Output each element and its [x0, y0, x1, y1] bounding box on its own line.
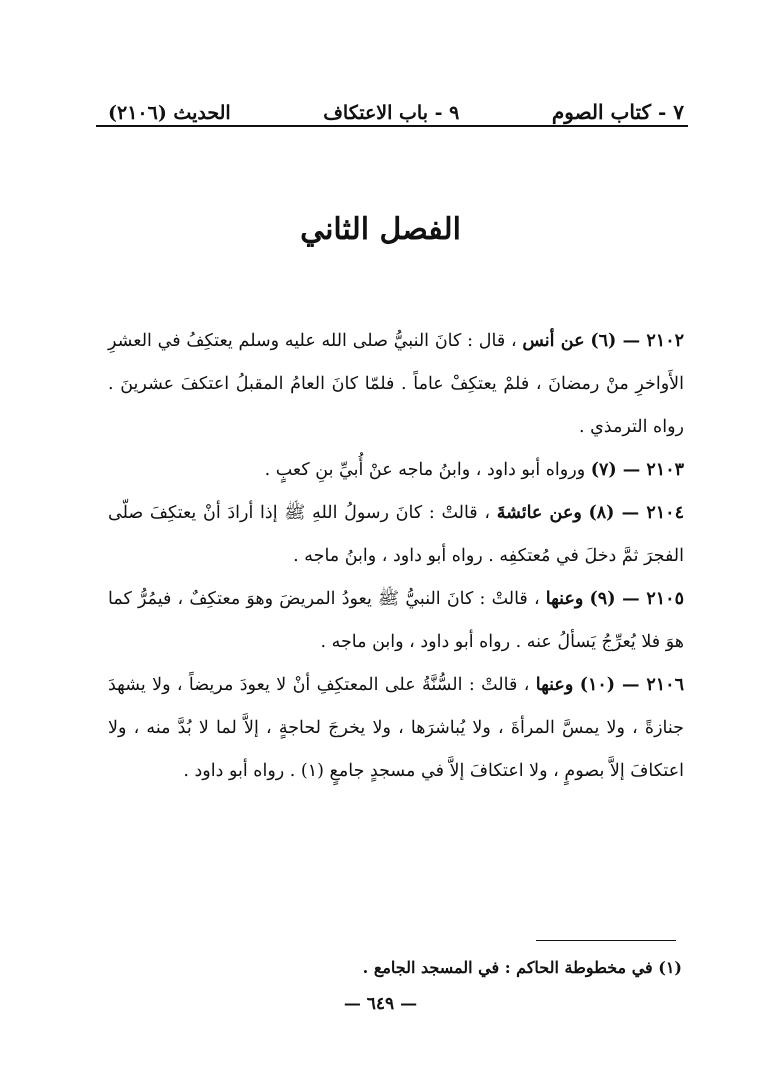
page-number: — ٦٤٩ —	[343, 994, 418, 1014]
header-chapter: ٧ - كتاب الصوم	[551, 100, 684, 124]
header-section: ٩ - باب الاعتكاف	[323, 102, 460, 124]
header-rule	[96, 125, 688, 127]
header-hadith-range: الحديث (٢١٠٦)	[108, 102, 231, 124]
hadith-text: ورواه أبو داود ، وابنُ ماجه عنْ أُبيِّ بنِ كعبٍ .	[264, 460, 586, 480]
running-header	[108, 84, 684, 124]
hadith-text: ، قالتْ : كانَ النبيُّ ﷺ يعودُ المريضَ وهوَ معتكِفٌ ، فيمُرُّ كما هوَ فلا يُعرِّجُ يَسألُ عنه . رواه أبو داود ، وابن ماجه .	[108, 589, 684, 652]
hadith-number: ٢١٠٤ — (٨)	[588, 503, 684, 523]
footnote: (١) في مخطوطة الحاكم : في المسجد الجامع .	[362, 958, 682, 977]
hadith-text: ، قالتْ : كانَ رسولُ اللهِ ﷺ إذا أرادَ أنْ يعتكِفَ صلّى الفجرَ ثمَّ دخلَ في مُعتكفِه . رواه أبو داود ، وابنُ ماجه .	[108, 503, 684, 566]
hadith-narrator: وعن عائشةَ	[496, 503, 582, 523]
hadith-number: ٢١٠٢ — (٦)	[590, 331, 684, 351]
hadith-text: ، قالتْ : السُّنَّةُ على المعتكِفِ أنْ لا يعودَ مريضاً ، ولا يشهدَ جنازةً ، ولا يمسَّ المرأةَ ، ولا يُباشرَها ، ولا يخرجَ لحاجةٍ ، إلاَّ لما لا بُدَّ منه ، ولا اعتكافَ إلاَّ بصومٍ ، ولا اعتكافَ إلاَّ في مسجدٍ جامعٍ (١) . رواه أبو داود .	[108, 675, 684, 781]
hadith-number: ٢١٠٥ — (٩)	[589, 589, 684, 609]
hadith-2106	[108, 664, 684, 793]
hadith-narrator: وعنها	[545, 589, 584, 609]
section-title: الفصل الثاني	[300, 212, 461, 247]
hadith-text: ، قال : كانَ النبيُّ صلى الله عليه وسلم يعتكِفُ في العشرِ الأَواخرِ منْ رمضانَ ، فلمْ يعتكِفْ عاماً . فلمّا كانَ العامُ المقبلُ اعتكفَ عشرينَ . رواه الترمذي .	[108, 331, 684, 437]
footnote-rule	[536, 940, 676, 941]
hadith-number: ٢١٠٣ — (٧)	[590, 460, 684, 480]
hadith-list	[108, 320, 684, 793]
hadith-narrator: وعنها	[535, 675, 574, 695]
hadith-2105	[108, 578, 684, 664]
hadith-2103	[108, 449, 684, 492]
hadith-narrator: عن أنس	[522, 331, 585, 351]
hadith-2104	[108, 492, 684, 578]
hadith-number: ٢١٠٦ — (١٠)	[579, 675, 684, 695]
hadith-2102	[108, 320, 684, 449]
